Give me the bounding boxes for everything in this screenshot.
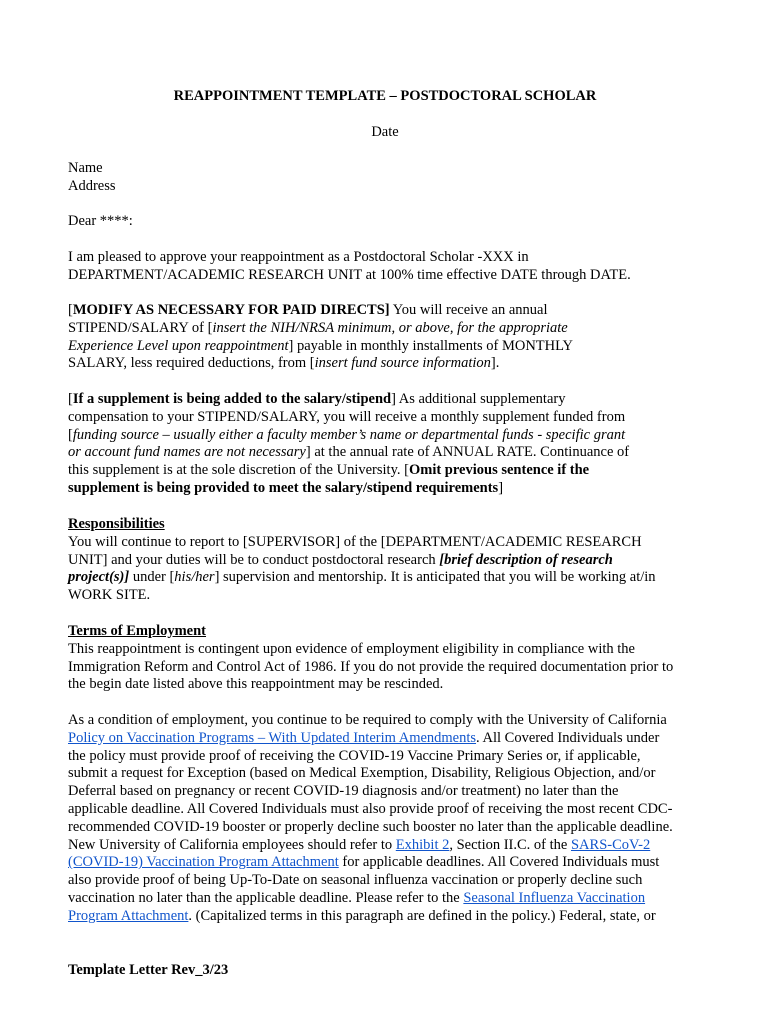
- responsibilities-heading: Responsibilities: [68, 516, 165, 532]
- paid-directs-line: STIPEND/SALARY of [insert the NIH/NRSA minimum, or above, for the appropriate: [68, 319, 568, 336]
- vaccination-line: As a condition of employment, you continue to be required to comply with the University of California: [68, 712, 667, 728]
- date-line: Date: [371, 124, 399, 140]
- intro-line: DEPARTMENT/ACADEMIC RESEARCH UNIT at 100% time effective DATE through DATE.: [68, 266, 631, 283]
- terms-line: This reappointment is contingent upon evidence of employment eligibility in compliance with the: [68, 640, 635, 657]
- supplement-line: [funding source – usually either a faculty member’s name or departmental funds - specific grant: [68, 426, 626, 443]
- vaccination-line: the policy must provide proof of receiving the COVID-19 Vaccine Primary Series or, if applicable,: [68, 747, 641, 764]
- paid-directs-paragraph: [68, 302, 708, 373]
- responsibilities-section: [68, 516, 708, 605]
- responsibilities-line: WORK SITE.: [68, 587, 151, 604]
- recipient-name: Name: [68, 160, 103, 176]
- vaccination-line: New University of California employees should refer to Exhibit 2, Section II.C. of the SARS-CoV-2: [68, 836, 651, 853]
- vaccination-line: also provide proof of being Up-To-Date on seasonal influenza vaccination or properly decline such: [68, 872, 643, 889]
- recipient-block: [68, 160, 708, 196]
- vaccination-line: Program Attachment. (Capitalized terms in this paragraph are defined in the policy.) Federal, state, or: [68, 907, 656, 924]
- terms-section: [68, 623, 708, 694]
- sars-cov-2-attachment-link-cont[interactable]: (COVID-19) Vaccination Program Attachment: [68, 854, 339, 871]
- terms-line: the begin date listed above this reappointment may be rescinded.: [68, 676, 444, 693]
- sars-cov-2-attachment-link[interactable]: SARS-CoV-2: [570, 836, 651, 853]
- supplement-line: compensation to your STIPEND/SALARY, you will receive a monthly supplement funded from: [68, 408, 626, 425]
- vaccination-line: vaccination no later than the applicable deadline. Please refer to the Seasonal Influenza Vaccination: [68, 889, 646, 906]
- responsibilities-line: You will continue to report to [SUPERVISOR] of the [DEPARTMENT/ACADEMIC RESEARCH: [68, 533, 642, 550]
- vaccination-line: submit a request for Exception (based on Medical Exemption, Disability, Religious Objection, and/or: [68, 765, 656, 782]
- supplement-line: or account fund names are not necessary] at the annual rate of ANNUAL RATE. Continuance of: [68, 444, 630, 461]
- vaccination-line: (COVID-19) Vaccination Program Attachment for applicable deadlines. All Covered Individuals must: [68, 854, 660, 871]
- terms-line: Immigration Reform and Control Act of 1986. If you do not provide the required documentation prior to: [68, 658, 674, 675]
- supplement-paragraph: [68, 391, 708, 498]
- vaccination-policy-link[interactable]: Policy on Vaccination Programs – With Updated Interim Amendments: [68, 729, 477, 746]
- supplement-line: supplement is being provided to meet the salary/stipend requirements]: [68, 479, 504, 496]
- recipient-address: Address: [68, 177, 116, 194]
- exhibit-2-link[interactable]: Exhibit 2: [395, 836, 450, 853]
- document-title: REAPPOINTMENT TEMPLATE – POSTDOCTORAL SCHOLAR: [173, 88, 597, 104]
- influenza-attachment-link[interactable]: Seasonal Influenza Vaccination: [463, 889, 646, 906]
- influenza-attachment-link-cont[interactable]: Program Attachment: [68, 907, 189, 924]
- paid-directs-instruction: MODIFY AS NECESSARY FOR PAID DIRECTS]: [72, 302, 390, 318]
- vaccination-line: applicable deadline. All Covered Individuals must also provide proof of receiving the most recent CDC-: [68, 800, 673, 817]
- vaccination-paragraph: [68, 712, 708, 926]
- supplement-line: this supplement is at the sole discretion of the University. [Omit previous sentence if the: [68, 462, 590, 479]
- supplement-line: [If a supplement is being added to the salary/stipend] As additional supplementary: [68, 391, 566, 407]
- terms-heading: Terms of Employment: [68, 623, 207, 639]
- paid-directs-line: SALARY, less required deductions, from [insert fund source information].: [68, 355, 500, 372]
- responsibilities-line: UNIT] and your duties will be to conduct postdoctoral research [brief description of research: [68, 551, 613, 568]
- vaccination-line: Deferral based on pregnancy or recent COVID-19 diagnosis and/or treatment) no later than the: [68, 783, 619, 800]
- footer-revision: Template Letter Rev_3/23: [68, 962, 229, 978]
- salutation: Dear ****:: [68, 213, 133, 229]
- vaccination-line: Policy on Vaccination Programs – With Updated Interim Amendments. All Covered Individuals under: [68, 729, 660, 746]
- intro-line: I am pleased to approve your reappointment as a Postdoctoral Scholar -XXX in: [68, 249, 529, 265]
- supplement-instruction: If a supplement is being added to the salary/stipend: [72, 391, 392, 407]
- paid-directs-line: Experience Level upon reappointment] payable in monthly installments of MONTHLY: [68, 337, 574, 354]
- intro-paragraph: [68, 249, 708, 285]
- responsibilities-line: project(s)] under [his/her] supervision and mentorship. It is anticipated that you will be working at/in: [68, 569, 656, 586]
- paid-directs-line: [MODIFY AS NECESSARY FOR PAID DIRECTS] You will receive an annual: [68, 302, 548, 318]
- vaccination-line: recommended COVID-19 booster or properly decline such booster no later than the applicable deadline.: [68, 818, 673, 835]
